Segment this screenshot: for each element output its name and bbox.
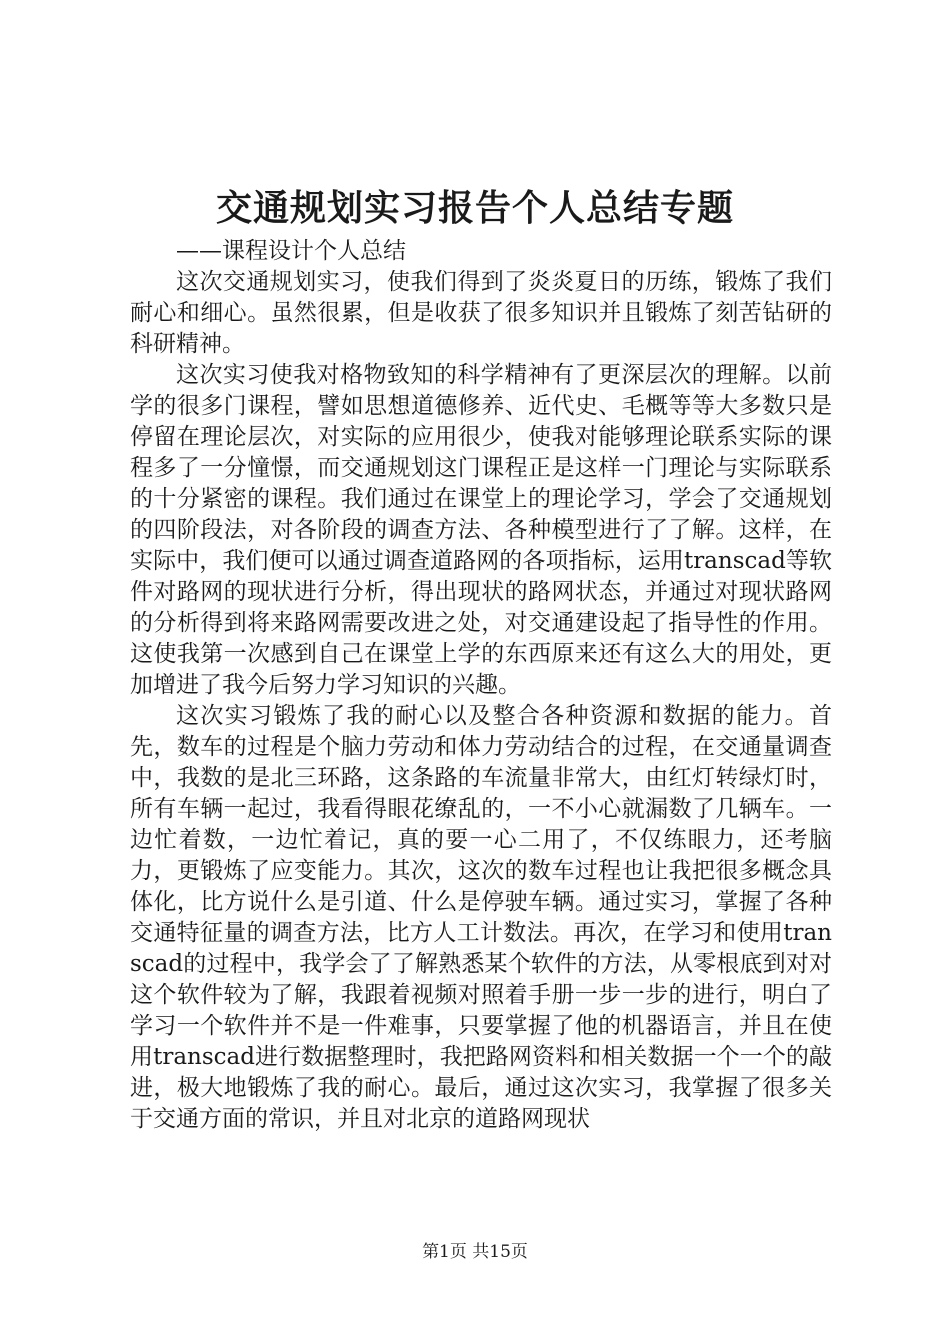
document-subtitle: ——课程设计个人总结 xyxy=(176,238,406,264)
page-number-footer: 第1页 共15页 xyxy=(422,1242,528,1262)
paragraph: 这次实习锻炼了我的耐心以及整合各种资源和数据的能力。首先，数车的过程是个脑力劳动和体力劳动结合的过程，在交通量调查中，我数的是北三环路，这条路的车流量非常大，由红灯转绿灯时，所有车辆一起过，我看得眼花缭乱的，一不小心就漏数了几辆车。一边忙着数，一边忙着记，真的要一心二用了，不仅练眼力，还考脑力，更锻炼了应变能力。其次，这次的数车过程也让我把很多概念具体化，比方说什么是引道、什么是停驶车辆。通过实习，掌握了各种交通特征量的调查方法，比方人工计数法。再次，在学习和使用transcad的过程中，我学会了了解熟悉某个软件的方法，从零根底到对对这个软件较为了解，我跟着视频对照着手册一步一步的进行，明白了学习一个软件并不是一件难事，只要掌握了他的机器语言，并且在使用transcad进行数据整理时，我把路网资料和相关数据一个一个的敲进，极大地锻炼了我的耐心。最后，通过这次实习，我掌握了很多关于交通方面的常识，并且对北京的道路网现状 xyxy=(130,703,832,1132)
paragraph: 这次实习使我对格物致知的科学精神有了更深层次的理解。以前学的很多门课程，譬如思想道德修养、近代史、毛概等等大多数只是停留在理论层次，对实际的应用很少，使我对能够理论联系实际的课程多了一分憧憬，而交通规划这门课程正是这样一门理论与实际联系的十分紧密的课程。我们通过在课堂上的理论学习，学会了交通规划的四阶段法，对各阶段的调查方法、各种模型进行了了解。这样，在实际中，我们便可以通过调查道路网的各项指标，运用transcad等软件对路网的现状进行分析，得出现状的路网状态，并通过对现状路网的分析得到将来路网需要改进之处，对交通建设起了指导性的作用。这使我第一次感到自己在课堂上学的东西原来还有这么大的用处，更加增进了我今后努力学习知识的兴趣。 xyxy=(130,362,832,698)
document-body xyxy=(130,236,832,1135)
document-title: 交通规划实习报告个人总结专题 xyxy=(215,187,734,229)
paragraph: 这次交通规划实习，使我们得到了炎炎夏日的历练，锻炼了我们耐心和细心。虽然很累，但是收获了很多知识并且锻炼了刻苦钻研的科研精神。 xyxy=(130,269,832,357)
